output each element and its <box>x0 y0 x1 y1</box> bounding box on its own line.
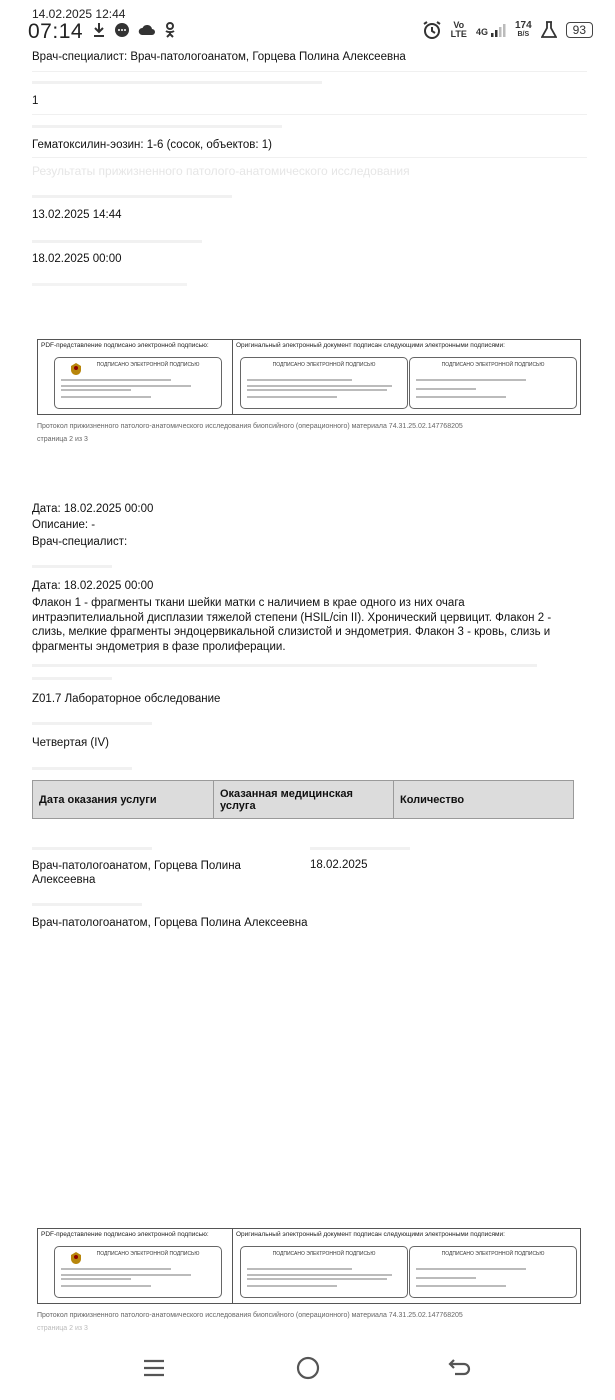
doctor-specialist-line: Врач-специалист: Врач-патологоанатом, Горцева Полина Алексеевна <box>32 51 406 63</box>
date-line: Дата: 18.02.2025 00:00 <box>32 503 154 515</box>
faded-label-end-date <box>32 236 202 246</box>
cloud-icon <box>138 23 156 37</box>
category-value: Четвертая (IV) <box>32 737 109 749</box>
end-date-value: 18.02.2025 00:00 <box>32 253 122 265</box>
signal-icon <box>490 23 506 37</box>
page-number-2: страница 2 из 3 <box>37 1325 88 1332</box>
signature-stamp: ПОДПИСАНО ЭЛЕКТРОННОЙ ПОДПИСЬЮ <box>409 1246 577 1298</box>
results-heading: Результаты прижизненного патолого-анатомического исследования <box>32 164 410 178</box>
battery-indicator: 93 <box>566 22 593 38</box>
protocol-footer-2: Протокол прижизненного патолого-анатомического исследования биопсийного (операционного) материала 74.31.25.02.147768205 <box>37 1312 463 1319</box>
doctor2-value: Врач-патологоанатом, Горцева Полина Алексеевна <box>32 917 308 929</box>
doctor-specialist-label: Врач-специалист: <box>32 536 128 548</box>
message-icon <box>114 22 130 38</box>
system-status-icons <box>422 20 593 40</box>
faded-label-services <box>32 763 132 773</box>
doctor-value: Врач-патологоанатом, Горцева Полина Алексеевна <box>32 860 241 886</box>
faded-label-sign-date <box>310 843 410 853</box>
faded-label-reg-date <box>32 191 232 201</box>
alarm-icon <box>422 20 442 40</box>
icd-value: Z01.7 Лабораторное обследование <box>32 693 221 705</box>
protocol-footer: Протокол прижизненного патолого-анатомического исследования биопсийного (операционного) материала 74.31.25.02.147768205 <box>37 423 463 430</box>
download-icon <box>92 22 106 38</box>
signature-stamp: ПОДПИСАНО ЭЛЕКТРОННОЙ ПОДПИСЬЮ <box>409 357 577 409</box>
signature-block-2: PDF-представление подписано электронной подписью: Оригинальный электронный документ подписан следующими электронными подписями: ПОДПИСАНО ЭЛЕКТРОННОЙ ПОДПИСЬЮ ПОДПИСАНО ЭЛЕКТРОННОЙ ПОДПИСЬЮ ПОДПИСАНО ЭЛЕКТРОННОЙ ПОДПИСЬЮ <box>37 1228 581 1304</box>
odnoklassniki-icon <box>164 22 176 38</box>
signature-stamp: ПОДПИСАНО ЭЛЕКТРОННОЙ ПОДПИСЬЮ <box>240 357 408 409</box>
network-speed: 174 B/S <box>514 20 532 38</box>
network-type: 4G <box>475 27 488 37</box>
faded-label-count <box>32 77 322 87</box>
home-icon[interactable] <box>295 1355 321 1381</box>
status-date: 14.02.2025 12:44 <box>32 7 126 21</box>
divider <box>32 114 587 115</box>
count-value: 1 <box>32 95 39 107</box>
faded-label-conclusion <box>32 561 112 571</box>
back-icon[interactable] <box>448 1356 472 1380</box>
notification-icons <box>92 22 176 38</box>
signature-stamp: ПОДПИСАНО ЭЛЕКТРОННОЙ ПОДПИСЬЮ <box>240 1246 408 1298</box>
faded-label-macro <box>32 279 187 289</box>
table-header-cell: Дата оказания услуги <box>33 781 214 818</box>
signature-stamp: ПОДПИСАНО ЭЛЕКТРОННОЙ ПОДПИСЬЮ <box>54 357 222 409</box>
conclusion-text: Флакон 1 - фрагменты ткани шейки матки с наличием в крае одного из них очага интраэпителиальной дисплазии тяжелой степени (HSIL/cin II). Хронический цервицит. Флакон 2 - слизь, мелкие фрагменты эндоцервикальной слизистой и эндометрия. Флакон 3 - кровь, слизь и фрагменты эндометрия в фазе пролиферации. <box>32 597 552 653</box>
signature-stamp: ПОДПИСАНО ЭЛЕКТРОННОЙ ПОДПИСЬЮ <box>54 1246 222 1298</box>
lab-flask-icon <box>541 21 557 39</box>
menu-icon[interactable] <box>142 1356 166 1380</box>
sign-date-value: 18.02.2025 <box>310 859 368 871</box>
services-table-header <box>32 780 574 819</box>
faded-label-stain <box>32 121 282 131</box>
page-number: страница 2 из 3 <box>37 436 88 443</box>
table-header-cell: Количество <box>400 793 465 806</box>
divider <box>32 157 587 158</box>
faded-label-doctor-2 <box>32 899 142 909</box>
faded-label-doctor <box>32 843 152 853</box>
navigation-bar <box>0 1350 615 1390</box>
faded-label-icd <box>32 661 537 683</box>
status-time: 07:14 <box>28 20 84 43</box>
table-header-cell: Оказанная медицинская услуга <box>214 781 394 818</box>
description-line: Описание: - <box>32 519 96 531</box>
volte-indicator: Vo LTE <box>450 20 467 39</box>
signature-block-1: PDF-представление подписано электронной подписью: Оригинальный электронный документ подписан следующими электронными подписями: ПОДПИСАНО ЭЛЕКТРОННОЙ ПОДПИСЬЮ ПОДПИСАНО ЭЛЕКТРОННОЙ ПОДПИСЬЮ ПОДПИСАНО ЭЛЕКТРОННОЙ ПОДПИСЬЮ <box>37 339 581 415</box>
conclusion-date: Дата: 18.02.2025 00:00 <box>32 580 154 592</box>
faded-label-category <box>32 718 152 728</box>
reg-date-value: 13.02.2025 14:44 <box>32 209 122 221</box>
stain-value: Гематоксилин-эозин: 1-6 (сосок, объектов: 1) <box>32 139 273 151</box>
divider <box>32 71 587 72</box>
